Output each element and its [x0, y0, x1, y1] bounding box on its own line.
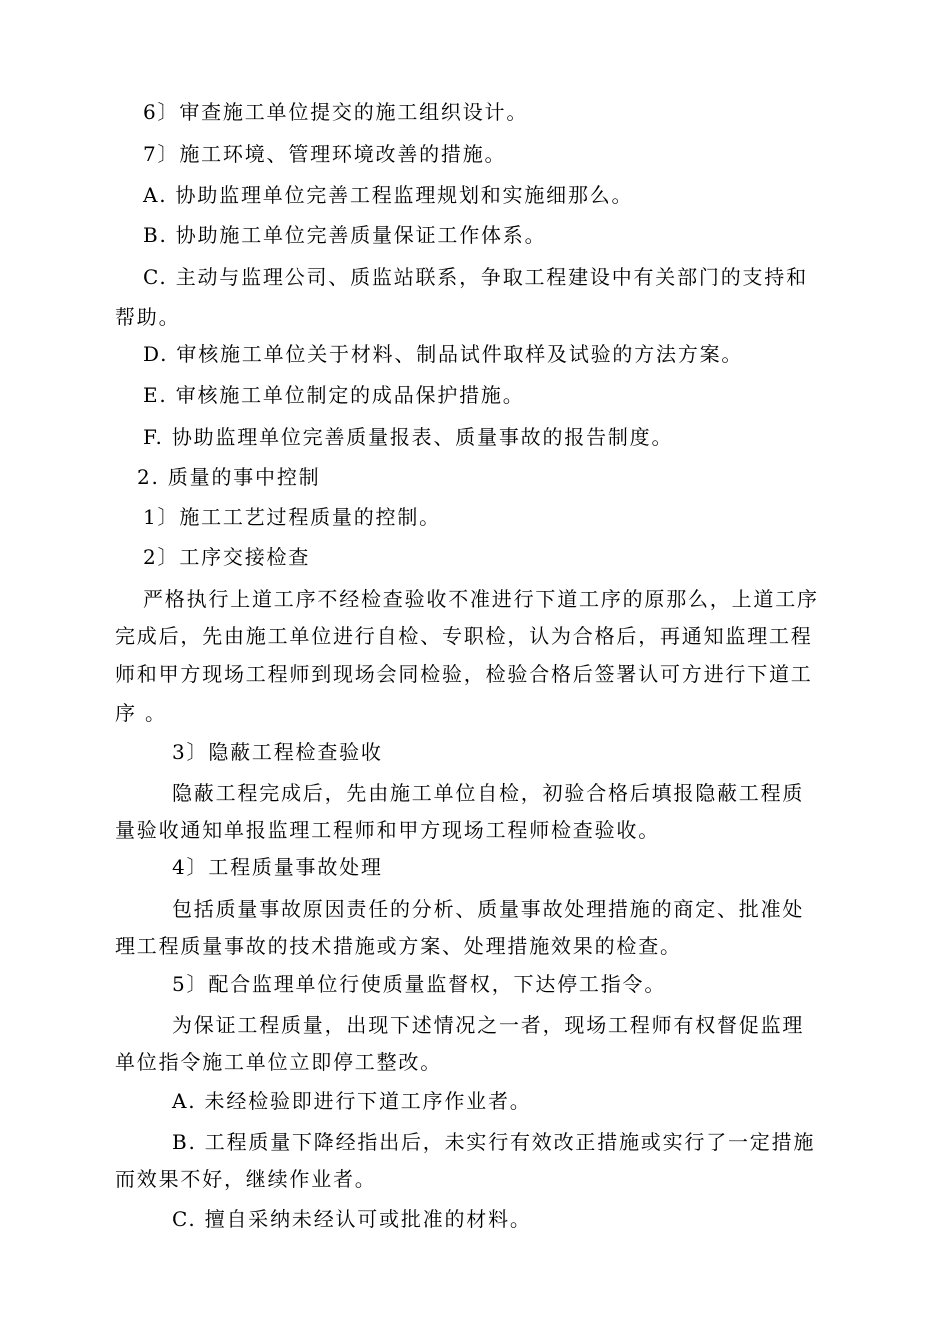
text-line: 2〕工序交接检查 [143, 545, 311, 569]
text-line: 3〕隐蔽工程检查验收 [172, 740, 383, 764]
text-line: 6〕审查施工单位提交的施工组织设计。 [143, 100, 529, 124]
text-line: 量验收通知单报监理工程师和甲方现场工程师检查验收。 [115, 818, 660, 842]
text-line: 单位指令施工单位立即停工整改。 [115, 1050, 442, 1074]
text-line: D. 审核施工单位关于材料、制品试件取样及试验的方法方案。 [143, 342, 744, 366]
text-line: C. 主动与监理公司、质监站联系，争取工程建设中有关部门的支持和 [143, 265, 808, 289]
text-line: E. 审核施工单位制定的成品保护措施。 [143, 383, 525, 407]
text-line: 5〕配合监理单位行使质量监督权，下达停工指令。 [172, 972, 667, 996]
text-line: 1〕施工工艺过程质量的控制。 [143, 505, 441, 529]
text-line: B. 工程质量下降经指出后，未实行有效改正措施或实行了一定措施 [172, 1130, 816, 1154]
text-line: C. 擅自采纳未经认可或批准的材料。 [172, 1207, 532, 1231]
text-line: F. 协助监理单位完善质量报表、质量事故的报告制度。 [143, 425, 674, 449]
text-line: 4〕工程质量事故处理 [172, 855, 383, 879]
text-line: A. 协助监理单位完善工程监理规划和实施细那么。 [143, 183, 634, 207]
text-line: 完成后，先由施工单位进行自检、专职检，认为合格后，再通知监理工程 [115, 624, 813, 648]
text-line: 而效果不好，继续作业者。 [115, 1167, 377, 1191]
text-line: 理工程质量事故的技术措施或方案、处理措施效果的检查。 [115, 934, 682, 958]
text-line: 序 。 [115, 701, 167, 725]
text-line: 为保证工程质量，出现下述情况之一者，现场工程师有权督促监理 [172, 1013, 805, 1037]
section-heading: 2. 质量的事中控制 [137, 465, 321, 489]
text-line: 7〕施工环境、管理环境改善的措施。 [143, 142, 507, 166]
text-line: A. 未经检验即进行下道工序作业者。 [172, 1089, 532, 1113]
text-line: 严格执行上道工序不经检查验收不准进行下道工序的原那么，上道工序 [143, 587, 819, 611]
text-line: 师和甲方现场工程师到现场会同检验，检验合格后签署认可方进行下道工 [115, 662, 813, 686]
text-line: 隐蔽工程完成后，先由施工单位自检，初验合格后填报隐蔽工程质 [172, 781, 805, 805]
text-line: 帮助。 [115, 305, 181, 329]
text-line: 包括质量事故原因责任的分析、质量事故处理措施的商定、批准处 [172, 897, 805, 921]
text-line: B. 协助施工单位完善质量保证工作体系。 [143, 223, 547, 247]
